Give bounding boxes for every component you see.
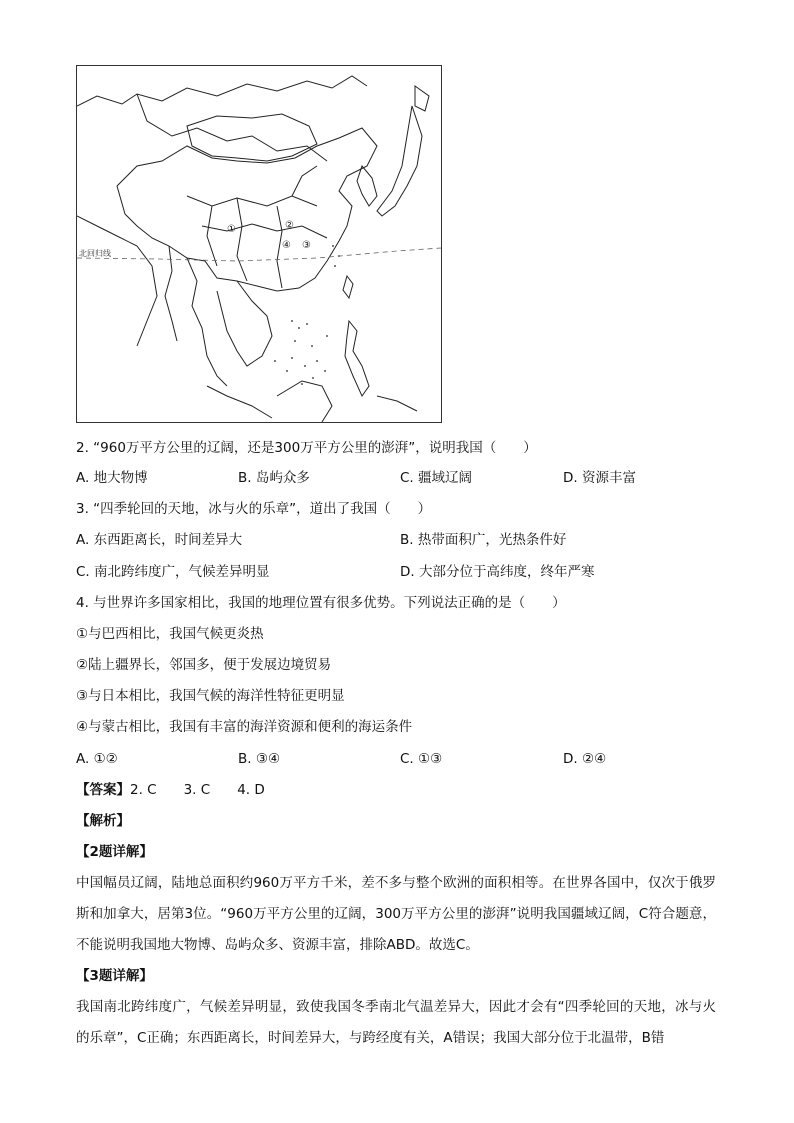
answer-text: 2. C 3. C 4. D	[130, 782, 265, 798]
east-asia-map	[76, 65, 442, 423]
map-marker-2: ②	[285, 220, 294, 231]
map-marker-1: ①	[227, 224, 236, 235]
tropic-label: 北回归线	[79, 249, 111, 258]
q3-option-c: C. 南北跨纬度广，气候差异明显	[76, 564, 270, 580]
q4-option-d: D. ②④	[563, 751, 607, 767]
q4-statement-2: ②陆上疆界长，邻国多，便于发展边境贸易	[76, 657, 332, 673]
analysis-label: 【解析】	[76, 813, 130, 829]
map-marker-4: ④	[282, 240, 291, 251]
q4-statement-4: ④与蒙古相比，我国有丰富的海洋资源和便利的海运条件	[76, 719, 413, 735]
detail3-text: 我国南北跨纬度广，气候差异明显，致使我国冬季南北气温差异大，因此才会有“四季轮回的天地，冰与火的乐章”，C正确；东西距离长，时间差异大，与跨经度有关，A错误；我国大部分位于北温带，B错	[76, 999, 716, 1046]
q3-option-d: D. 大部分位于高纬度，终年严寒	[400, 564, 595, 580]
map-marker-3: ③	[302, 240, 311, 251]
q3-option-a: A. 东西距离长，时间差异大	[76, 532, 243, 548]
q2-option-a: A. 地大物博	[76, 470, 148, 486]
q4-option-c: C. ①③	[400, 751, 443, 767]
map-drawing	[77, 66, 441, 422]
q3-option-b: B. 热带面积广，光热条件好	[400, 532, 567, 548]
q4-statement-3: ③与日本相比，我国气候的海洋性特征更明显	[76, 688, 345, 704]
q2-stem: 2. “960万平方公里的辽阔，还是300万平方公里的澎湃”，说明我国（ ）	[76, 440, 537, 456]
tropic-line	[77, 248, 441, 261]
answer-label: 【答案】	[76, 782, 130, 798]
q3-stem: 3. “四季轮回的天地，冰与火的乐章”，道出了我国（ ）	[76, 501, 432, 517]
answer-line	[76, 780, 265, 800]
q2-option-c: C. 疆域辽阔	[400, 470, 473, 486]
q4-option-b: B. ③④	[238, 751, 281, 767]
detail3-label: 【3题详解】	[76, 968, 153, 984]
q4-option-a: A. ①②	[76, 751, 118, 767]
q2-option-d: D. 资源丰富	[563, 470, 636, 486]
detail2-text: 中国幅员辽阔，陆地总面积约960万平方千米，差不多与整个欧洲的面积相等。在世界各国中，仅次于俄罗斯和加拿大，居第3位。“960万平方公里的辽阔，300万平方公里的澎湃”说明我国疆域辽阔，C符合题意，不能说明我国地大物博、岛屿众多、资源丰富，排除ABD。故选C。	[76, 875, 716, 953]
q4-stem: 4. 与世界许多国家相比，我国的地理位置有很多优势。下列说法正确的是（ ）	[76, 595, 566, 611]
detail2-label: 【2题详解】	[76, 844, 153, 860]
q2-option-b: B. 岛屿众多	[238, 470, 310, 486]
q4-statement-1: ①与巴西相比，我国气候更炎热	[76, 626, 264, 642]
